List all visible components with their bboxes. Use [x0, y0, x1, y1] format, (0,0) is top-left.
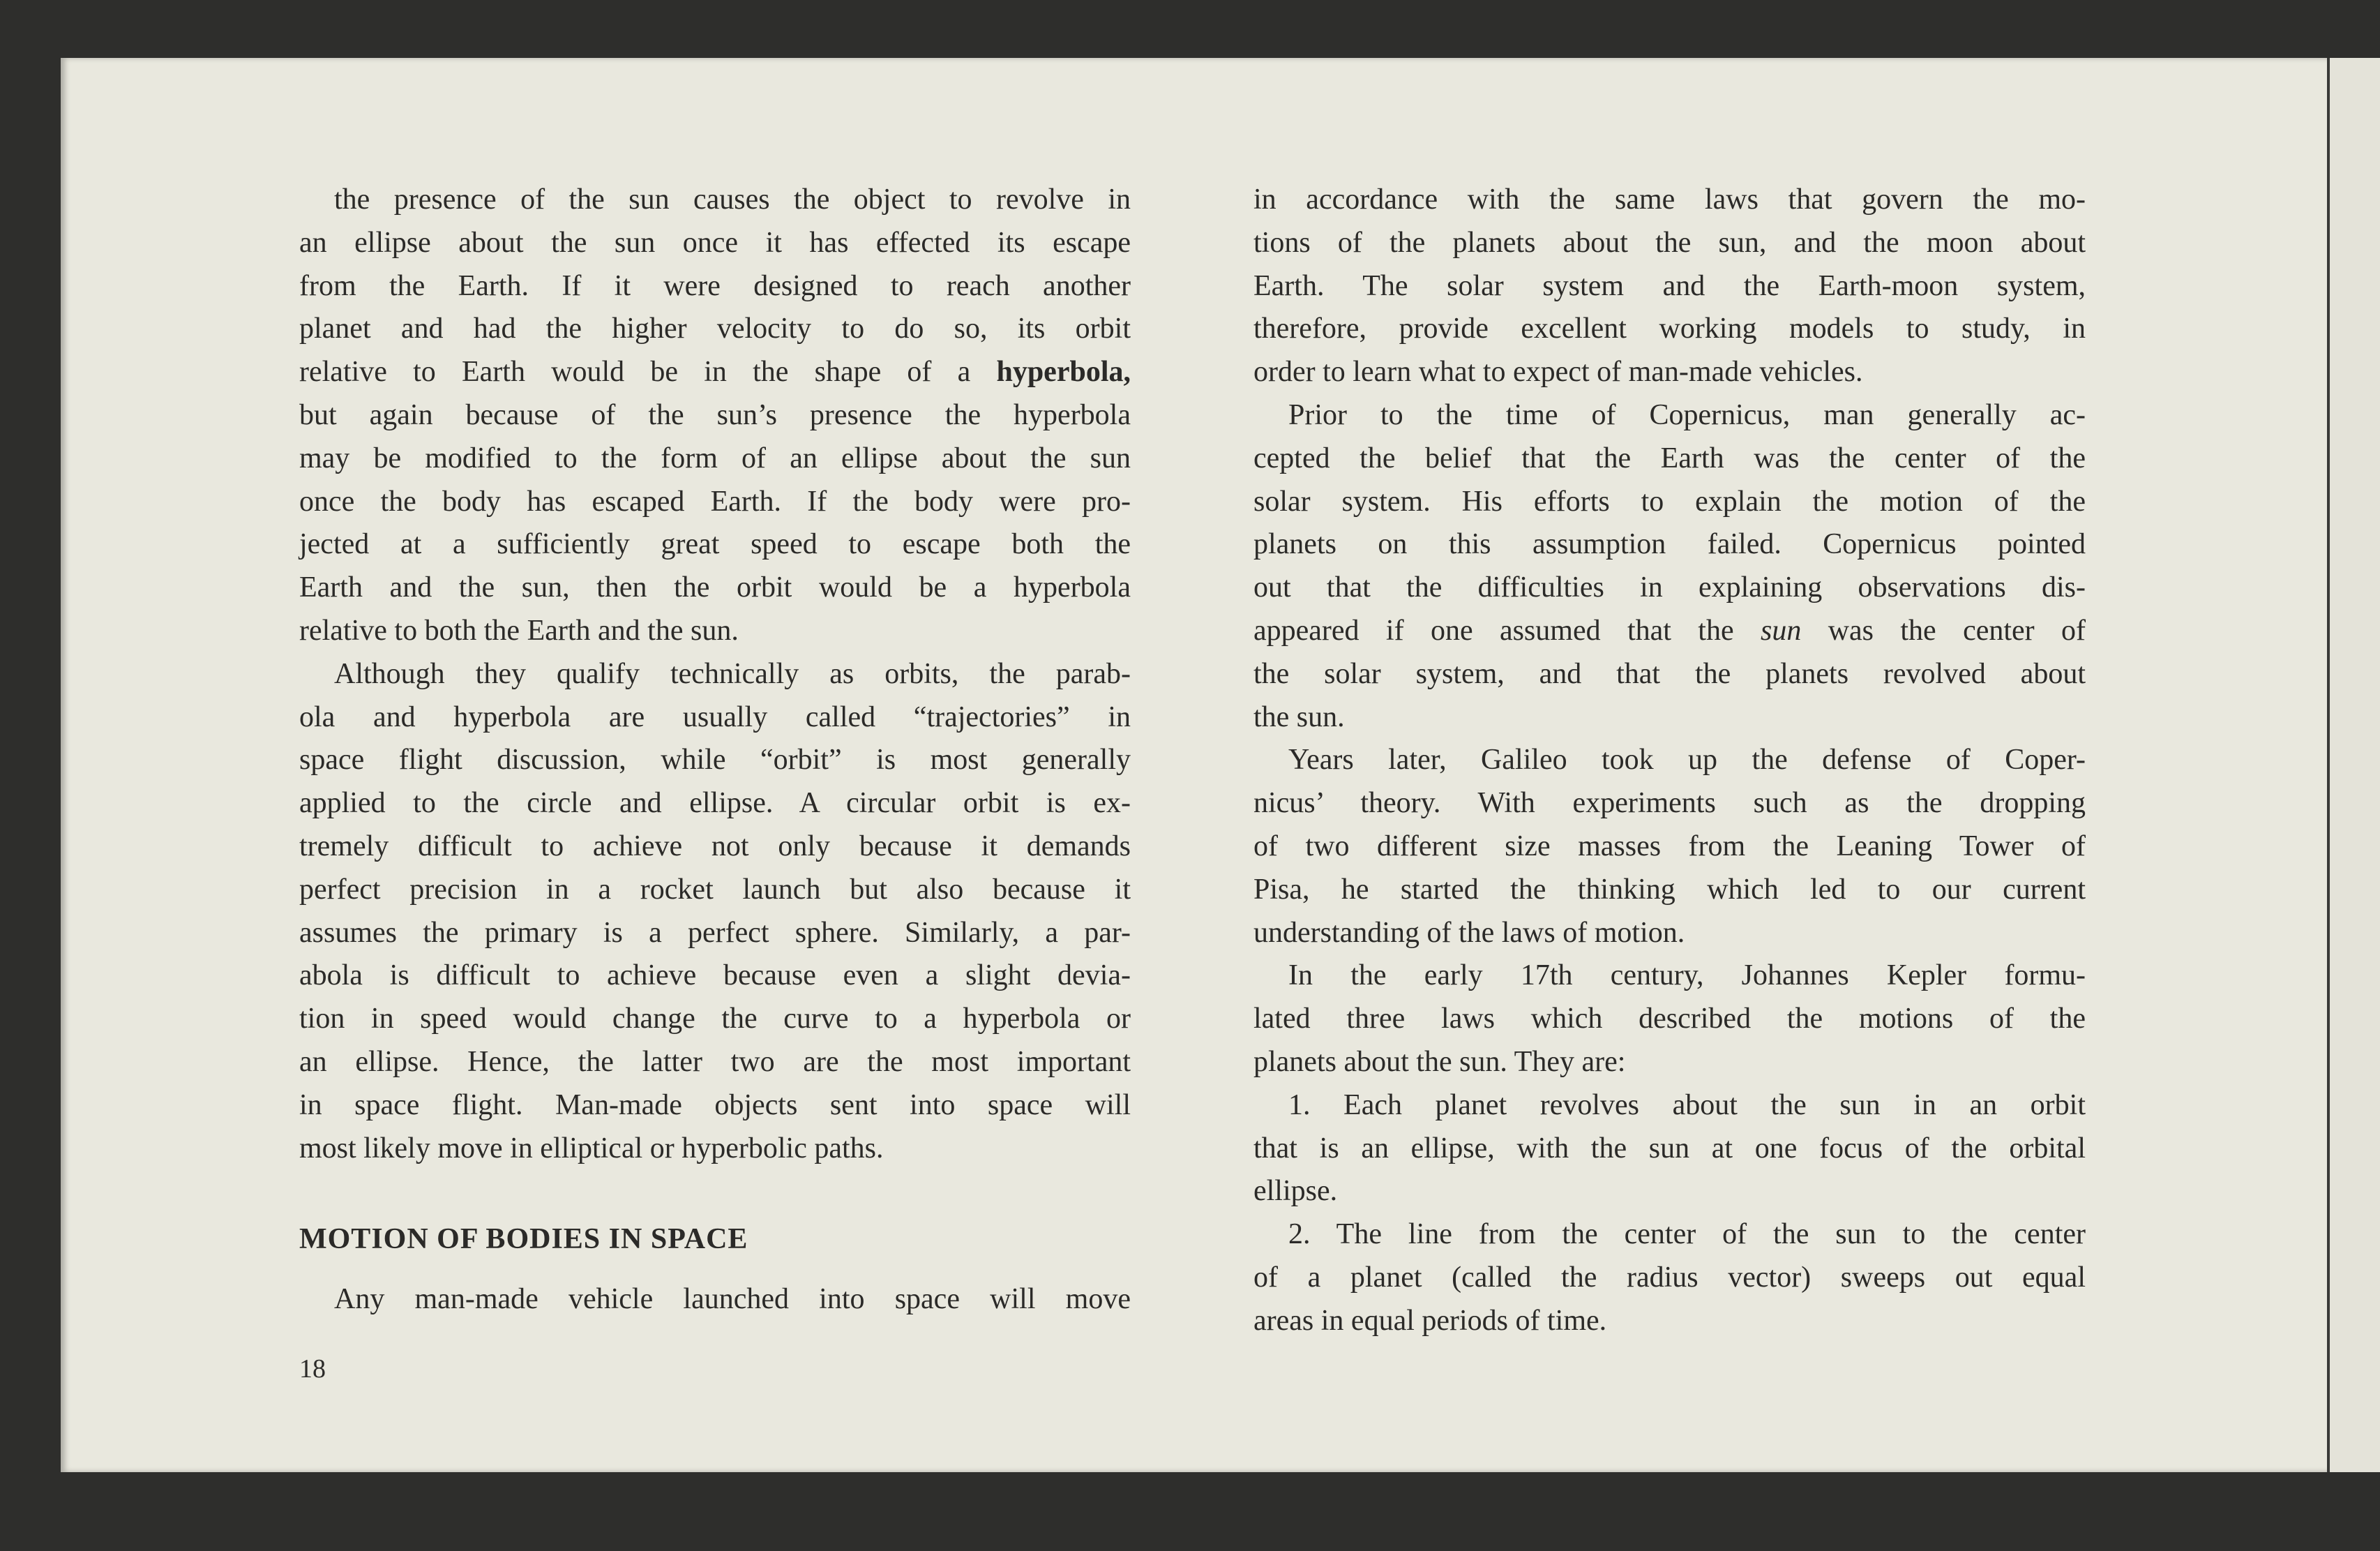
line-text: planet and had the higher velocity to do so, its orbit: [299, 313, 1131, 345]
line-text: Prior to the time of Copernicus, man generally ac-: [1288, 398, 2086, 431]
line-text: areas in equal periods of time.: [1253, 1304, 1607, 1337]
paragraph: [1253, 394, 2086, 739]
line-text: planets on this assumption failed. Copernicus pointed: [1253, 528, 2086, 561]
paragraph-line: [299, 179, 1131, 222]
paragraph-line: [1253, 523, 2086, 567]
paragraph-line: [299, 222, 1131, 265]
line-text: 2. The line from the center of the sun to the center: [1288, 1218, 2086, 1251]
paragraph-line: [1253, 610, 2086, 653]
line-text: tremely difficult to achieve not only because it demands: [299, 830, 1131, 862]
paragraph-line: [1253, 1257, 2086, 1300]
line-text: Earth. The solar system and the Earth-moon system,: [1253, 269, 2086, 302]
line-text: lated three laws which described the motions of the: [1253, 1003, 2086, 1035]
italic-term: sun: [1760, 614, 1802, 647]
paragraph: [299, 179, 1131, 653]
line-text: that is an ellipse, with the sun at one focus of the orbital: [1253, 1132, 2086, 1164]
paragraph-line: [299, 610, 1131, 653]
line-text: In the early 17th century, Johannes Kepler formu-: [1288, 959, 2086, 992]
paragraph-line: [1253, 222, 2086, 265]
paragraph-line: [1253, 1127, 2086, 1171]
line-text: in accordance with the same laws that govern the mo-: [1253, 183, 2086, 216]
line-text: tions of the planets about the sun, and the moon about: [1253, 226, 2086, 259]
paragraph: [1253, 1213, 2086, 1342]
line-text: nicus’ theory. With experiments such as the dropping: [1253, 787, 2086, 820]
paragraph-line: [299, 308, 1131, 351]
paragraph-line: [1253, 179, 2086, 222]
paragraph-line: [1253, 394, 2086, 437]
paragraph-line: [1253, 308, 2086, 351]
paragraph-line: [299, 265, 1131, 308]
line-text: space flight discussion, while “orbit” is most generally: [299, 744, 1131, 777]
paragraph-line: [299, 481, 1131, 524]
paragraph-line: [299, 437, 1131, 481]
left-column: [299, 179, 1131, 1170]
right-column: [1253, 179, 2086, 1343]
line-text: was the center of: [1801, 614, 2086, 647]
paragraph-line: [299, 739, 1131, 782]
line-text: may be modified to the form of an ellipse about the sun: [299, 442, 1131, 474]
line-text: Earth and the sun, then the orbit would be a hyperbola: [299, 571, 1131, 604]
line-text: Years later, Galileo took up the defense of Coper-: [1288, 744, 2086, 777]
paragraph: [1253, 739, 2086, 954]
line-text: the presence of the sun causes the object to revolve in: [334, 183, 1131, 216]
line-text: the sun.: [1253, 700, 1345, 733]
line-text: therefore, provide excellent working models to study, in: [1253, 313, 2086, 345]
paragraph-line: Any man-made vehicle launched into space will move: [334, 1283, 1131, 1315]
paragraph-line: [1253, 1300, 2086, 1343]
line-text: applied to the circle and ellipse. A circular orbit is ex-: [299, 787, 1131, 820]
paragraph-line: [1253, 351, 2086, 394]
paragraph-line: [1253, 998, 2086, 1041]
line-text: ola and hyperbola are usually called “trajectories” in: [299, 700, 1131, 733]
paragraph-line: [299, 394, 1131, 437]
paragraph-line: [1253, 954, 2086, 998]
line-text: 1. Each planet revolves about the sun in an orbit: [1288, 1088, 2086, 1121]
line-text: ellipse.: [1253, 1175, 1338, 1208]
paragraph-line: [1253, 1170, 2086, 1213]
line-text: cepted the belief that the Earth was the center of the: [1253, 442, 2086, 474]
paragraph-line: [1253, 1041, 2086, 1084]
paragraph-line: [1253, 653, 2086, 696]
line-text: solar system. His efforts to explain the motion of the: [1253, 485, 2086, 518]
line-text: an ellipse. Hence, the latter two are the most important: [299, 1045, 1131, 1078]
paragraph-line: [299, 912, 1131, 955]
paragraph-line: [299, 696, 1131, 740]
paragraph-line: [1253, 825, 2086, 869]
paragraph-line: [299, 782, 1131, 825]
paragraph-line: [1253, 696, 2086, 740]
line-text: but again because of the sun’s presence the hyperbola: [299, 398, 1131, 431]
paragraph-line: [1253, 912, 2086, 955]
line-text: tion in speed would change the curve to a hyperbola or: [299, 1003, 1131, 1035]
paragraph-line: [1253, 437, 2086, 481]
paragraph-line: [299, 567, 1131, 610]
paragraph-line: [299, 1084, 1131, 1127]
paragraph-line: [299, 825, 1131, 869]
line-text: order to learn what to expect of man-made vehicles.: [1253, 356, 1863, 389]
paragraph-line: [299, 869, 1131, 912]
paragraph-line: [1253, 567, 2086, 610]
line-text: jected at a sufficiently great speed to escape both the: [299, 528, 1131, 561]
paragraph-line: [299, 1127, 1131, 1171]
line-text: of two different size masses from the Leaning Tower of: [1253, 830, 2086, 862]
line-text: out that the difficulties in explaining observations dis-: [1253, 571, 2086, 604]
paragraph-line: [1253, 869, 2086, 912]
line-text: an ellipse about the sun once it has effected its escape: [299, 226, 1131, 259]
line-text: relative to both the Earth and the sun.: [299, 614, 739, 647]
paragraph-line: [1253, 481, 2086, 524]
line-text: understanding of the laws of motion.: [1253, 916, 1685, 949]
line-text: of a planet (called the radius vector) sweeps out equal: [1253, 1261, 2086, 1294]
line-text: planets about the sun. They are:: [1253, 1045, 1626, 1078]
line-text: perfect precision in a rocket launch but also because it: [299, 873, 1131, 906]
section-heading: MOTION OF BODIES IN SPACE: [299, 1223, 748, 1255]
paragraph-line: [299, 523, 1131, 567]
paragraph-line: [299, 954, 1131, 998]
line-text: relative to Earth would be in the shape of a: [299, 356, 997, 389]
line-text: the solar system, and that the planets revolved about: [1253, 657, 2086, 690]
line-text: most likely move in elliptical or hyperbolic paths.: [299, 1132, 884, 1164]
paragraph-line: [299, 351, 1131, 394]
page-number: 18: [299, 1354, 326, 1384]
line-text: Although they qualify technically as orbits, the parab-: [334, 657, 1131, 690]
paragraph-line: [299, 653, 1131, 696]
paragraph: [1253, 179, 2086, 394]
paragraph-line: [299, 1041, 1131, 1084]
bold-term: hyperbola,: [996, 356, 1131, 389]
line-text: Pisa, he started the thinking which led to our current: [1253, 873, 2086, 906]
line-text: from the Earth. If it were designed to reach another: [299, 269, 1131, 302]
paragraph: [1253, 954, 2086, 1084]
line-text: abola is difficult to achieve because even a slight devia-: [299, 959, 1131, 992]
line-text: assumes the primary is a perfect sphere. Similarly, a par-: [299, 916, 1131, 949]
line-text: appeared if one assumed that the: [1253, 614, 1761, 647]
paragraph-line: [1253, 1213, 2086, 1257]
paragraph-line: [299, 998, 1131, 1041]
line-text: in space flight. Man-made objects sent into space will: [299, 1088, 1131, 1121]
paragraph-line: [1253, 265, 2086, 308]
paragraph: [1253, 1084, 2086, 1213]
book-page-right-edge: [2327, 58, 2380, 1472]
paragraph-line: [1253, 739, 2086, 782]
paragraph: [299, 653, 1131, 1171]
paragraph-line: [1253, 1084, 2086, 1127]
line-text: once the body has escaped Earth. If the body were pro-: [299, 485, 1131, 518]
paragraph-line: [1253, 782, 2086, 825]
